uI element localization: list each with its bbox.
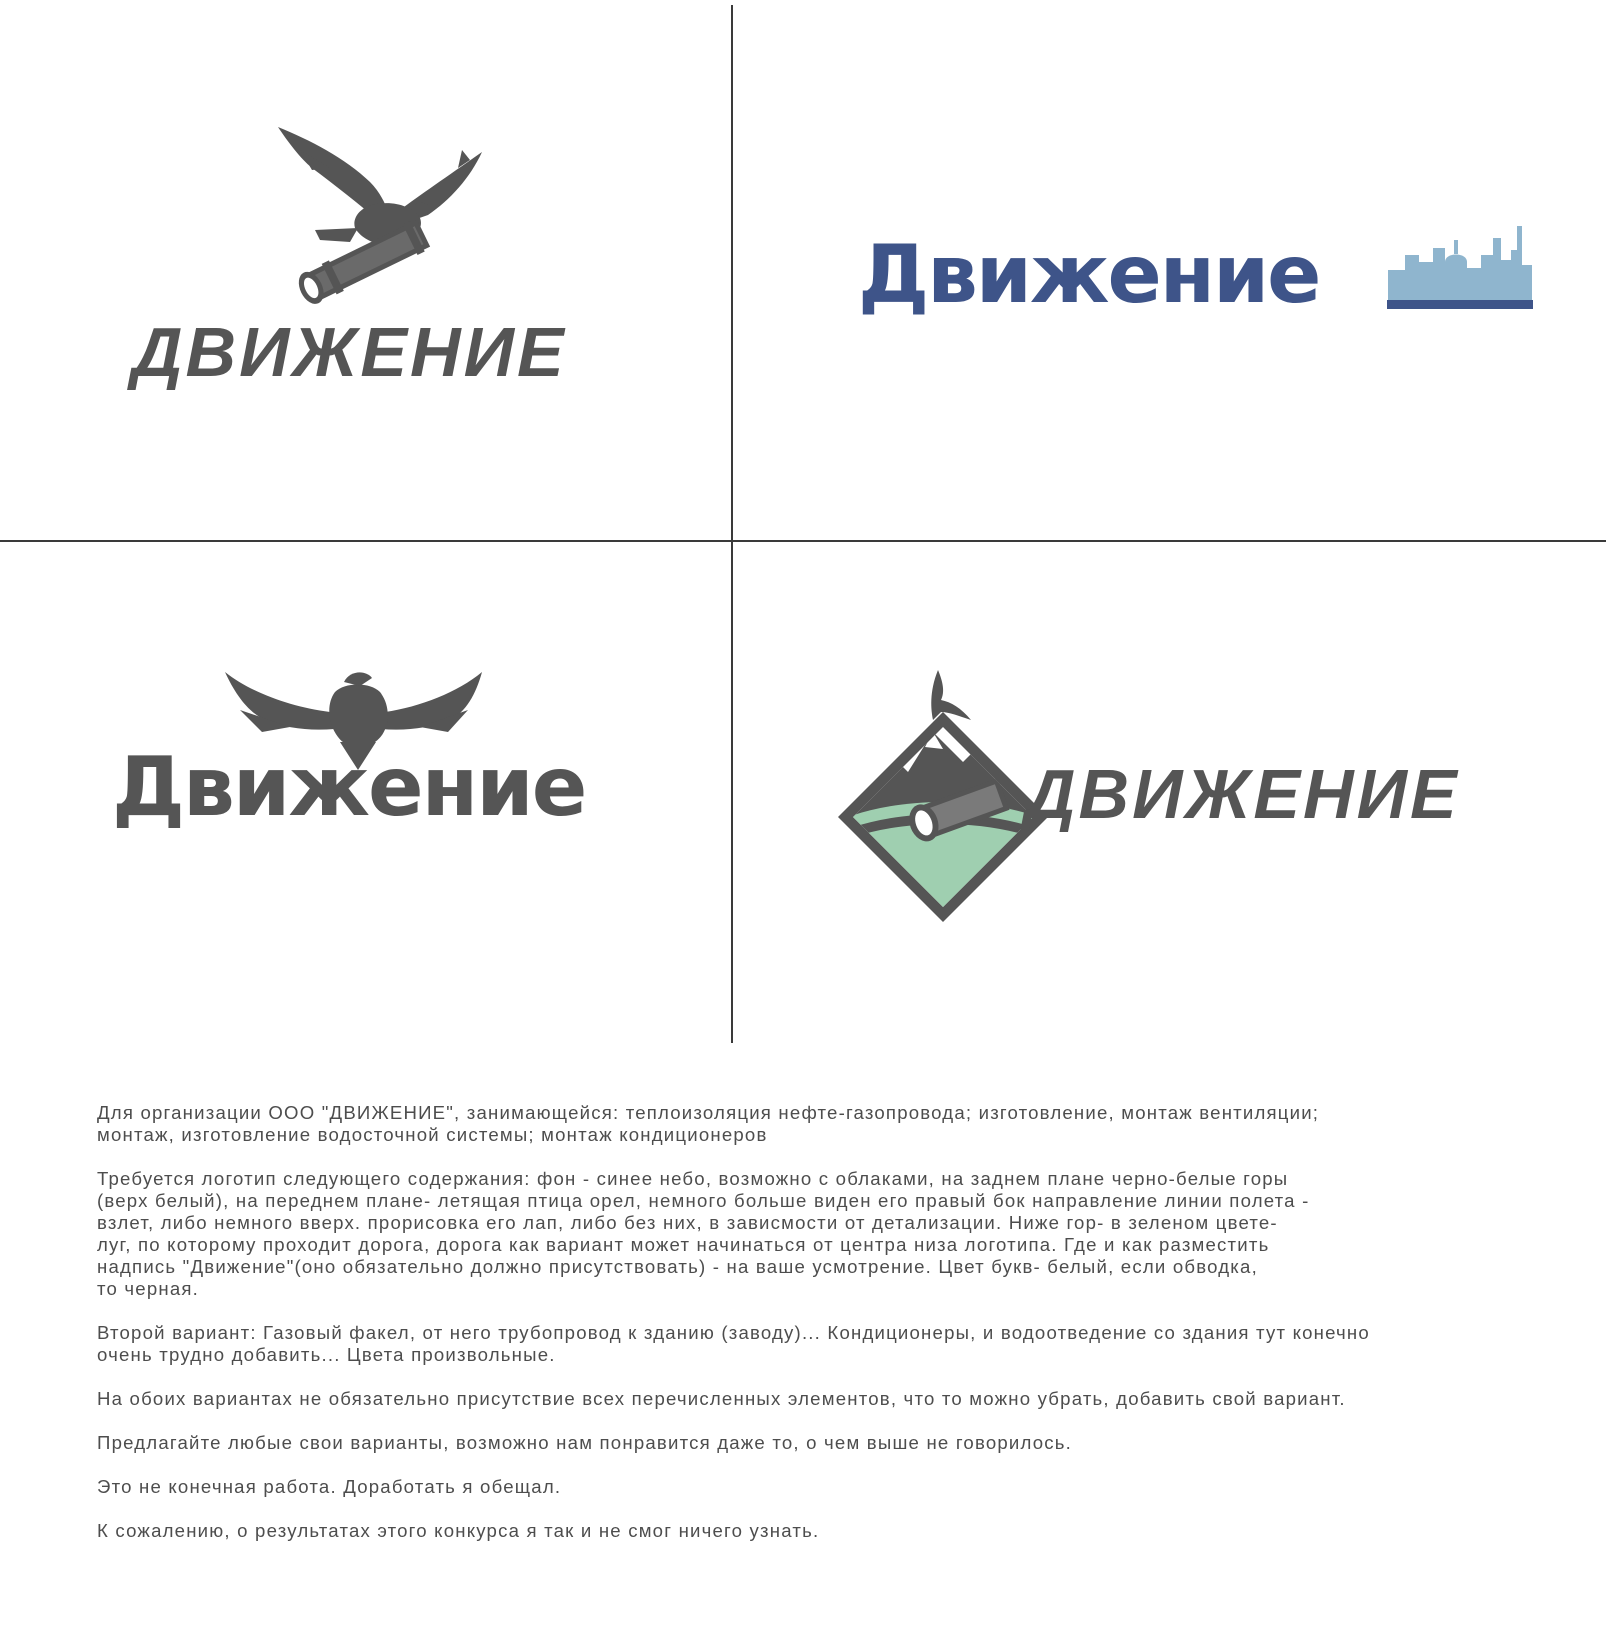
description-paragraph: Предлагайте любые свои варианты, возможно нам понравится даже то, о чем выше не говорилось. <box>97 1432 1073 1453</box>
logo-1-wordmark: ДВИЖЕНИЕ <box>132 313 567 391</box>
logo-2-wordmark: Движение <box>858 228 1320 321</box>
logo-variant-3 <box>0 542 731 1042</box>
description-paragraph: Второй вариант: Газовый факел, от него трубопровод к зданию (заводу)... Кондиционеры, и водоотведение со здания тут конечно очень трудно добавить... Цвета произвольные. <box>97 1322 1370 1365</box>
description-text <box>97 1102 1537 1564</box>
description-paragraph: К сожалению, о результатах этого конкурса я так и не смог ничего узнать. <box>97 1520 820 1541</box>
logo-variant-4 <box>733 542 1606 1042</box>
description-paragraph: Для организации ООО "ДВИЖЕНИЕ", занимающейся: теплоизоляция нефте-газопровода; изготовление, монтаж вентиляции; монтаж, изготовление водосточной системы; монтаж кондиционеров <box>97 1102 1320 1145</box>
description-paragraph: Требуется логотип следующего содержания: фон - синее небо, возможно с облаками, на заднем плане черно-белые горы (верх белый), на переднем плане- летящая птица орел, немного больше виден его правый бок направление линии полета - взлет, либо немного вверх. прорисовка его лап, либо без них, в зависмости от детализации. Ниже гор- в зеленом цвете- луг, по которому проходит дорога, дорога как вариант может начинаться от центра низа логотипа. Где и как разместить надпись "Движение"(оно обязательно должно присутствовать) - на ваше усмотрение. Цвет букв- белый, если обводка, то черная. <box>97 1168 1310 1299</box>
logo-4-wordmark: ДВИЖЕНИЕ <box>1025 755 1460 833</box>
eagle-on-pipe-icon <box>0 0 731 540</box>
logo-variant-2 <box>733 0 1606 540</box>
logo-variant-1 <box>0 0 731 540</box>
description-paragraph: На обоих вариантах не обязательно присутствие всех перечисленных элементов, что то можно убрать, добавить свой вариант. <box>97 1388 1346 1409</box>
city-skyline-icon <box>733 0 1606 540</box>
description-paragraph: Это не конечная работа. Доработать я обещал. <box>97 1476 562 1497</box>
logo-3-wordmark: Движение <box>112 740 586 835</box>
